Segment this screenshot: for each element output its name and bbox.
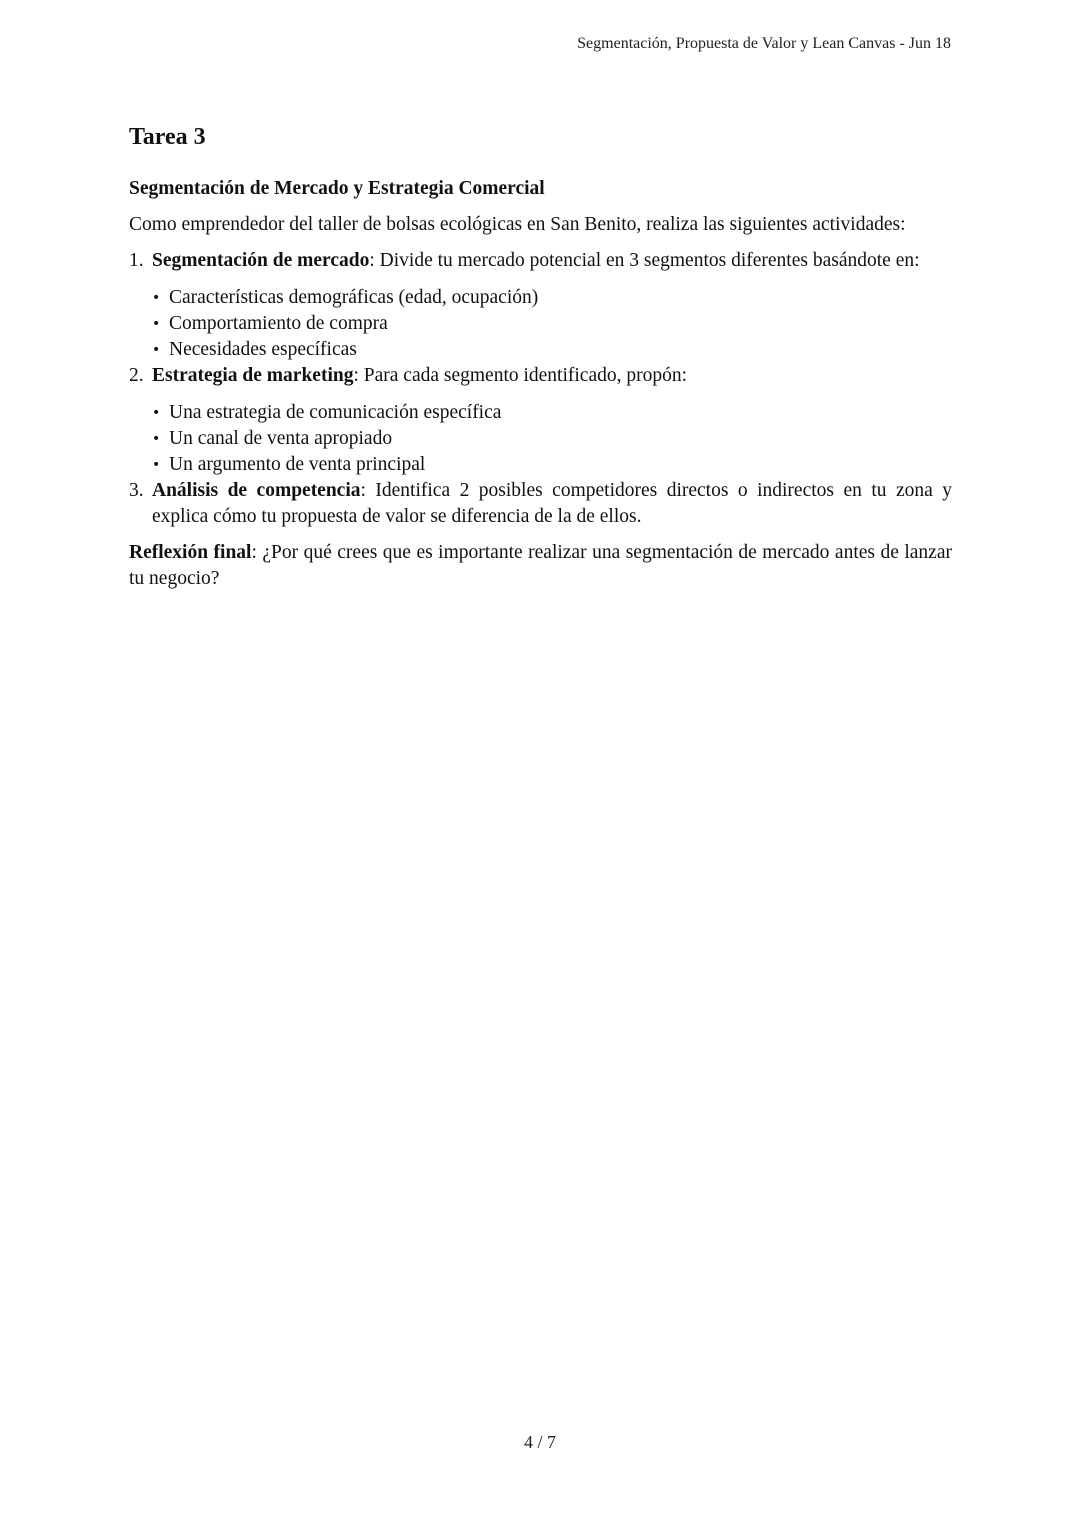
reflection-text: : ¿Por qué crees que es importante realizar una segmentación de mercado antes de lanzar tu negocio? — [129, 542, 952, 589]
page-title: Tarea 3 — [129, 124, 206, 150]
bullet-icon: • — [152, 342, 161, 358]
page-content — [129, 120, 952, 602]
task-item-3 — [129, 478, 952, 530]
list-item — [152, 452, 952, 478]
list-item — [152, 285, 952, 311]
task-label: Estrategia de marketing — [152, 365, 354, 386]
task-text: : Identifica 2 posibles competidores directos o indirectos en tu zona y explica cómo tu propuesta de valor se diferencia de la de ellos. — [152, 480, 952, 527]
bullet-icon: • — [152, 316, 161, 332]
list-item-text: Necesidades específicas — [169, 339, 357, 360]
list-item-text: Características demográficas (edad, ocupación) — [169, 287, 539, 308]
list-item-text: Un canal de venta apropiado — [169, 428, 393, 449]
sub-list — [152, 285, 952, 363]
task-text: : Para cada segmento identificado, propón: — [353, 365, 688, 386]
intro-paragraph: Como emprendedor del taller de bolsas ecológicas en San Benito, realiza las siguientes actividades: — [129, 214, 906, 235]
task-label: Segmentación de mercado — [152, 250, 370, 271]
list-item — [152, 311, 952, 337]
list-item — [152, 400, 952, 426]
reflection-paragraph — [129, 540, 952, 592]
list-item — [152, 337, 952, 363]
page-number: 4 / 7 — [523, 1432, 556, 1452]
list-item — [152, 426, 952, 452]
running-header: Segmentación, Propuesta de Valor y Lean Canvas - Jun 18 — [577, 35, 951, 52]
sub-list — [152, 400, 952, 478]
bullet-icon: • — [152, 290, 161, 306]
task-number: 3. — [129, 480, 144, 501]
reflection-label: Reflexión final — [129, 542, 252, 563]
list-item-text: Una estrategia de comunicación específica — [169, 402, 502, 423]
task-item-1 — [129, 248, 952, 363]
task-number: 2. — [129, 365, 144, 386]
list-item-text: Un argumento de venta principal — [169, 454, 426, 475]
task-item-2 — [129, 363, 952, 478]
task-text: : Divide tu mercado potencial en 3 segmentos diferentes basándote en: — [369, 250, 920, 271]
task-number: 1. — [129, 250, 144, 271]
bullet-icon: • — [152, 457, 161, 473]
bullet-icon: • — [152, 405, 161, 421]
list-item-text: Comportamiento de compra — [169, 313, 388, 334]
task-list — [129, 248, 952, 530]
section-subtitle: Segmentación de Mercado y Estrategia Comercial — [129, 178, 545, 199]
task-label: Análisis de competencia — [152, 480, 361, 501]
bullet-icon: • — [152, 431, 161, 447]
